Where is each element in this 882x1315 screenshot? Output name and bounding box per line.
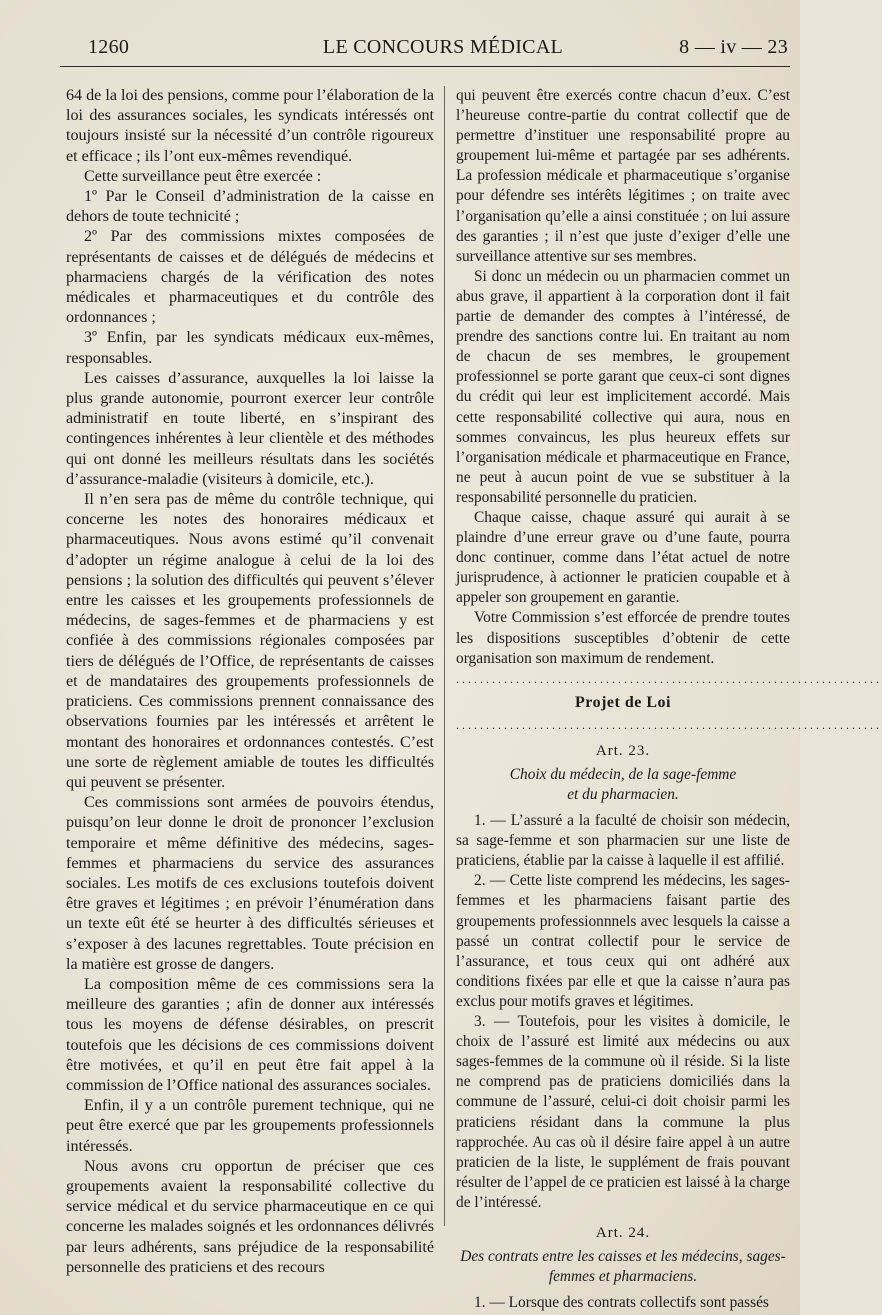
left-column xyxy=(66,86,434,1278)
paragraph: Chaque caisse, chaque assuré qui aurait à se plaindre d’une erreur grave ou d’une faute, pourra donc continuer, comme dans l’état actuel de notre jurisprudence, à actionner le praticien coupable et à appeler son groupement en garantie. xyxy=(456,508,790,607)
right-column xyxy=(456,86,882,1313)
article-title: femmes et pharmaciens. xyxy=(548,1268,698,1286)
paragraph: 2. — Cette liste comprend les médecins, les sages-femmes et les pharmaciens faisant partie des groupements professionnnels avec lesquels la caisse a passé un contrat collectif pour le service de l’assurance, et tous ceux qui ont adhéré aux conditions fixées par elle et que la caisse n’aura pas exclus pour motifs graves et légitimes. xyxy=(456,872,790,1010)
dotted-separator: ....................................................................... xyxy=(456,717,882,732)
column-separator xyxy=(444,86,445,1226)
paragraph: Votre Commission s’est efforcée de prendre toutes les dispositions susceptibles d’obtenir de cette organisation son maximum de rendement. xyxy=(456,609,790,667)
paragraph: 1. — L’assuré a la faculté de choisir son médecin, sa sage-femme et son pharmacien sur une liste de praticiens, établie par la caisse à laquelle il est affilié. xyxy=(456,812,790,870)
section-heading: Projet de Loi xyxy=(575,693,671,711)
paragraph: 2º Par des commissions mixtes composées de représentants de caisses et de délégués de médecins et pharmaciens chargés de la vérification des notes médicales et pharmaceutiques et du contrôle des ordonnances ; xyxy=(66,228,434,327)
paragraph: Enfin, il y a un contrôle purement technique, qui ne peut être exercé que par les groupements professionnels intéressés. xyxy=(66,1097,434,1155)
article-title: et du pharmacien. xyxy=(567,786,679,803)
dotted-separator: ....................................................................... xyxy=(456,671,882,686)
paragraph: Il n’en sera pas de même du contrôle technique, qui concerne les notes des honoraires médicaux et pharmaceutiques. Nous avons estimé qu’il convenait d’adopter un régime analogue à celui de la loi des pensions ; la solution des difficultés qui peuvent s’élever entre les caisses et les groupements professionnels de médecins, de sages-femmes et de pharmaciens y est confiée à des commissions régionales composées par tiers de délégués de l’Office, de représentants de caisses et de mandataires des groupements professionnels de praticiens. Ces commissions prennent connaissance des observations fournies par les intéressés et arrêtent le montant des honoraires et ordonnances contestés. C’est une sorte de règlement amiable de toutes les difficultés qui peuvent se présenter. xyxy=(66,491,434,791)
paragraph: Si donc un médecin ou un pharmacien commet un abus grave, il appartient à la corporation dont il fait partie de demander des comptes à l’intéressé, de prendre des sanctions contre lui. En traitant au nom de chacun de ses membres, le groupement professionnel se porte garant que ceux-ci sont dignes du crédit qui leur est implicitement accordé. Mais cette responsabilité collective qui aura, nous en sommes convaincus, les plus heureux effets sur l’organisation médicale et pharmaceutique en France, ne peut à aucun point de vue se substituer à la responsabilité personnelle du praticien. xyxy=(456,267,790,506)
header-rule xyxy=(60,66,790,67)
paragraph: 1. — Lorsque des contrats collectifs sont passés xyxy=(474,1294,769,1312)
page-header xyxy=(58,36,788,66)
paragraph: 3. — Toutefois, pour les visites à domicile, le choix de l’assuré est limité aux médecins ou aux sages-femmes de la commune où il réside. Si la liste ne comprend pas de praticiens domiciliés dans la commune de l’assuré, celui-ci doit choisir parmi les praticiens résidant dans la commune la plus rapprochée. Au cas où il désire faire appel à un autre praticien de la liste, le supplément de frais pouvant résulter de l’appel de ce praticien est laissé à la charge de l’intéressé. xyxy=(456,1013,790,1211)
paragraph: Ces commissions sont armées de pouvoirs étendus, puisqu’on leur donne le droit de prononcer l’exclusion temporaire et même définitive des médecins, sages-femmes et pharmaciens du service des assurances sociales. Les motifs de ces exclusions toutefois doivent être graves et légitimes ; en prévoir l’énumération dans un texte eût été se heurter à des difficultés sérieuses et s’exposer à des lacunes regrettables. Toute précision en la matière est grosse de dangers. xyxy=(66,794,434,973)
paragraph: 1º Par le Conseil d’administration de la caisse en dehors de toute technicité ; xyxy=(66,188,434,226)
paragraph: Nous avons cru opportun de préciser que ces groupements avaient la responsabilité collective du service médical et du service pharmaceutique en ce qui concerne les malades soignés et les ordonnances délivrés par leurs adhérents, sans préjudice de la responsabilité personnelle des praticiens et des recours xyxy=(66,1157,434,1276)
paragraph: qui peuvent être exercés contre chacun d’eux. C’est l’heureuse contre-partie du contrat collectif que de permettre d’instituer une responsabilité propre au groupement lui-même et partagée par ses adhérents. La profession médicale et pharmaceutique s’organise pour défendre ses intérêts légitimes ; on traite avec l’organisation qu’elle a ainsi constituée ; on lui assure des garanties ; il n’est que juste d’exiger d’elle une surveillance attentive sur ses membres. xyxy=(456,87,790,265)
article-title: Choix du médecin, de la sage-femme xyxy=(509,765,737,783)
article-title: Des contrats entre les caisses et les médecins, sages- xyxy=(460,1248,786,1266)
paragraph: La composition même de ces commissions sera la meilleure des garanties ; afin de donner aux intéressés tous les moyens de défense désirables, on prescrit toutefois que les décisions de ces commissions doivent être motivées, et qu’il en peut être fait appel à la commission de l’Office national des assurances sociales. xyxy=(66,975,434,1094)
issue-date: 8 — iv — 23 xyxy=(679,36,788,58)
journal-title: LE CONCOURS MÉDICAL xyxy=(322,36,564,58)
paragraph: Les caisses d’assurance, auxquelles la loi laisse la plus grande autonomie, pourront exercer leur contrôle administratif en toute liberté, en s’inspirant des contingences inhérentes à leur clientèle et des méthodes qui ont donné les meilleurs résultats dans les sociétés d’assurance-maladie (visiteurs à domicile, etc.). xyxy=(66,369,434,488)
article-label: Art. 24. xyxy=(595,1224,651,1241)
paragraph: 3º Enfin, par les syndicats médicaux eux-mêmes, responsables. xyxy=(66,329,434,367)
page-number: 1260 xyxy=(88,36,130,58)
paragraph: Cette surveillance peut être exercée : xyxy=(84,167,322,185)
paragraph: 64 de la loi des pensions, comme pour l’élaboration de la loi des assurances sociales, les syndicats intéressés ont toujours insisté sur la nécessité d’un contrôle rigoureux et efficace ; ils l’ont eux-mêmes revendiqué. xyxy=(66,87,434,165)
article-label: Art. 23. xyxy=(595,742,651,759)
